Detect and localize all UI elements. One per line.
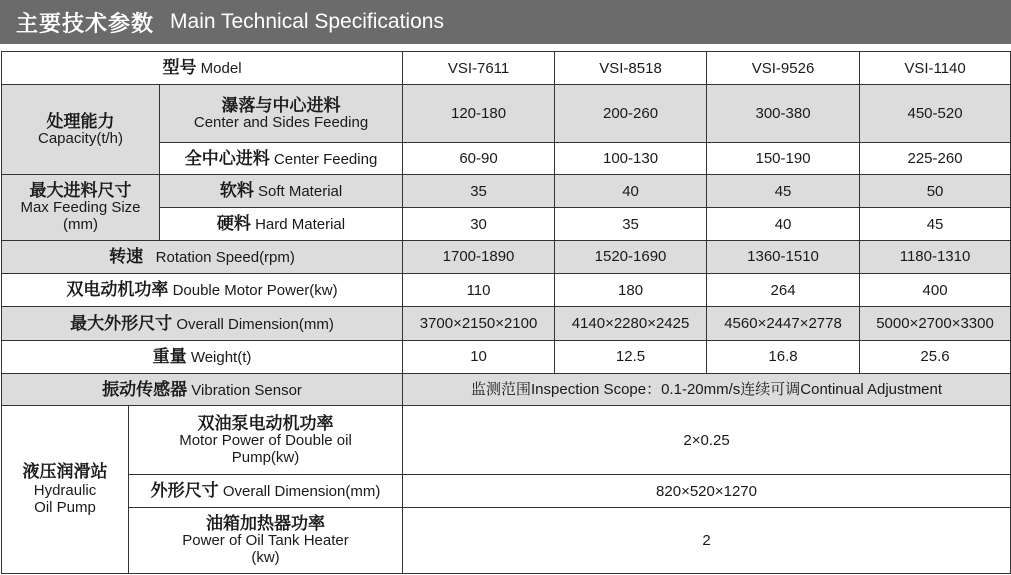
- feeding-soft-label: 软料 Soft Material: [160, 175, 403, 208]
- value-cell: 120-180: [403, 85, 555, 143]
- value-cell: 40: [555, 175, 707, 208]
- value-cell: 4140×2280×2425: [555, 307, 707, 340]
- feeding-label: 最大进料尺寸 Max Feeding Size (mm): [2, 175, 160, 241]
- value-cell: 400: [860, 274, 1011, 307]
- model-cell: VSI-8518: [555, 52, 707, 85]
- value-cell: 1700-1890: [403, 240, 555, 273]
- model-label: 型号 Model: [2, 52, 403, 85]
- value-cell: 1520-1690: [555, 240, 707, 273]
- row-hydraulic-heater: [2, 508, 1011, 574]
- hydraulic-heater-label: 油箱加热器功率 Power of Oil Tank Heater (kw): [129, 508, 403, 574]
- row-capacity-sides: [2, 85, 1011, 143]
- row-dimension: [2, 307, 1011, 340]
- value-cell: 45: [860, 208, 1011, 240]
- feeding-hard-label: 硬料 Hard Material: [160, 208, 403, 240]
- capacity-label: 处理能力 Capacity(t/h): [2, 85, 160, 175]
- capacity-sides-label: 瀑落与中心进料 Center and Sides Feeding: [160, 85, 403, 143]
- value-cell: 50: [860, 175, 1011, 208]
- row-sensor: [2, 374, 1011, 406]
- row-rotation: [2, 240, 1011, 273]
- value-cell: 30: [403, 208, 555, 240]
- specifications-table: [1, 51, 1011, 574]
- value-cell: 35: [555, 208, 707, 240]
- value-cell: 225-260: [860, 142, 1011, 174]
- value-cell: 264: [707, 274, 860, 307]
- hydraulic-label: 液压润滑站 Hydraulic Oil Pump: [2, 406, 129, 574]
- value-cell: 150-190: [707, 142, 860, 174]
- model-cell: VSI-7611: [403, 52, 555, 85]
- sensor-label: 振动传感器 Vibration Sensor: [2, 374, 403, 406]
- model-cell: VSI-9526: [707, 52, 860, 85]
- hydraulic-dim-label: 外形尺寸 Overall Dimension(mm): [129, 474, 403, 507]
- row-model: [2, 52, 1011, 85]
- row-hydraulic-dim: [2, 474, 1011, 507]
- hydraulic-heater-value: 2: [403, 508, 1011, 574]
- value-cell: 4560×2447×2778: [707, 307, 860, 340]
- value-cell: 45: [707, 175, 860, 208]
- rotation-label: 转速 Rotation Speed(rpm): [2, 240, 403, 273]
- page-header: [0, 0, 1011, 44]
- motor-label: 双电动机功率 Double Motor Power(kw): [2, 274, 403, 307]
- value-cell: 180: [555, 274, 707, 307]
- value-cell: 10: [403, 340, 555, 373]
- value-cell: 35: [403, 175, 555, 208]
- hydraulic-dim-value: 820×520×1270: [403, 474, 1011, 507]
- value-cell: 110: [403, 274, 555, 307]
- value-cell: 40: [707, 208, 860, 240]
- value-cell: 25.6: [860, 340, 1011, 373]
- row-weight: [2, 340, 1011, 373]
- hydraulic-pump-value: 2×0.25: [403, 406, 1011, 475]
- model-cell: VSI-1140: [860, 52, 1011, 85]
- hydraulic-pump-label: 双油泵电动机功率 Motor Power of Double oil Pump(kw): [129, 406, 403, 475]
- weight-label: 重量 Weight(t): [2, 340, 403, 373]
- header-title-en: Main Technical Specifications: [170, 10, 444, 33]
- value-cell: 300-380: [707, 85, 860, 143]
- row-hydraulic-pump: [2, 406, 1011, 475]
- value-cell: 1360-1510: [707, 240, 860, 273]
- value-cell: 100-130: [555, 142, 707, 174]
- value-cell: 5000×2700×3300: [860, 307, 1011, 340]
- value-cell: 200-260: [555, 85, 707, 143]
- value-cell: 60-90: [403, 142, 555, 174]
- value-cell: 450-520: [860, 85, 1011, 143]
- value-cell: 16.8: [707, 340, 860, 373]
- value-cell: 3700×2150×2100: [403, 307, 555, 340]
- sensor-value: 监测范围Inspection Scope：0.1-20mm/s连续可调Continual Adjustment: [403, 374, 1011, 406]
- value-cell: 1180-1310: [860, 240, 1011, 273]
- header-title-zh: 主要技术参数: [16, 10, 155, 36]
- capacity-center-label: 全中心进料 Center Feeding: [160, 142, 403, 174]
- row-motor: [2, 274, 1011, 307]
- row-feeding-soft: [2, 175, 1011, 208]
- value-cell: 12.5: [555, 340, 707, 373]
- dimension-label: 最大外形尺寸 Overall Dimension(mm): [2, 307, 403, 340]
